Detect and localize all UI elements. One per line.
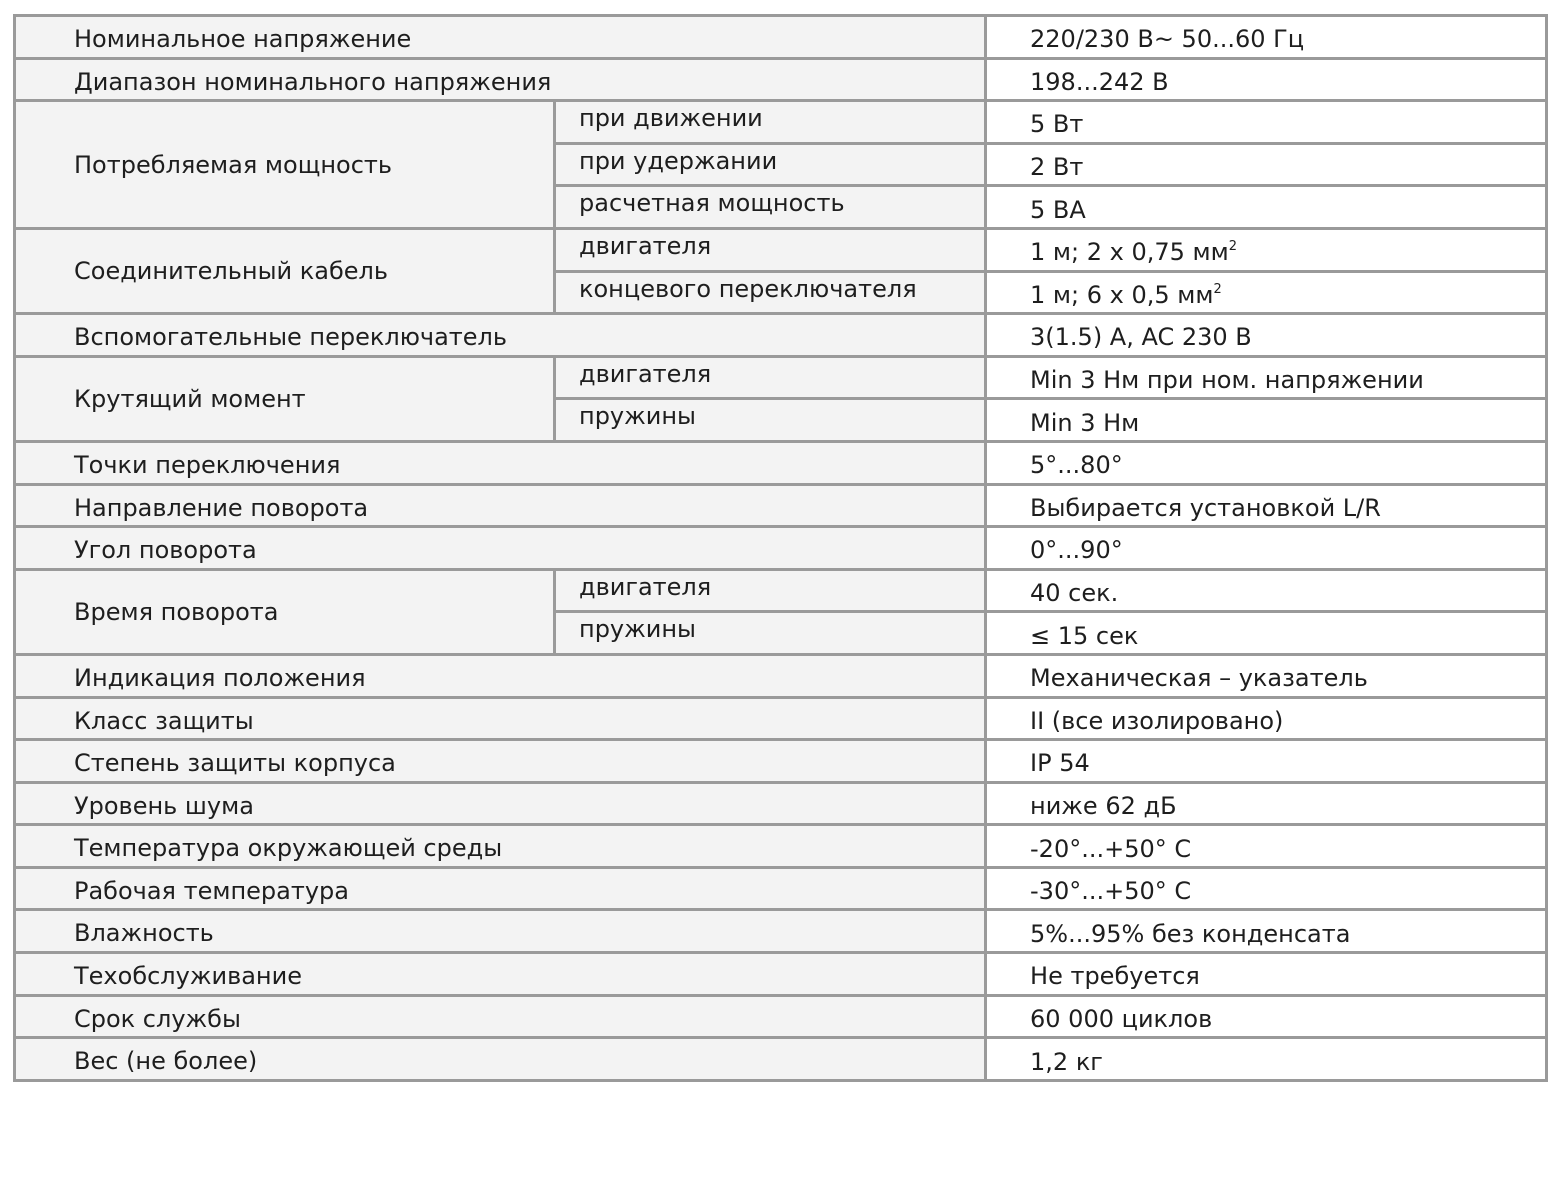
table-row [15,1038,1547,1081]
table-row [15,697,1547,740]
spec-value [986,569,1547,612]
spec-value-text: 1 м; 6 х 0,5 мм [1030,280,1214,309]
spec-value: IP 54 [986,740,1547,783]
table-row [15,953,1547,996]
spec-value: II (все изолировано) [986,697,1547,740]
spec-label: Потребляемая мощность [15,101,555,229]
spec-value: Выбирается установкой L/R [986,484,1547,527]
spec-value: -20°...+50° C [986,825,1547,868]
spec-label: Влажность [15,910,986,953]
table-row [15,58,1547,101]
table-row [15,228,1547,271]
table-row [15,314,1547,357]
unit-superscript: 2 [1228,239,1238,255]
spec-value [986,399,1547,442]
spec-value: 220/230 В~ 50...60 Гц [986,16,1547,59]
table-row [15,782,1547,825]
spec-sublabel: двигателя [555,228,986,271]
spec-label: Индикация положения [15,654,986,697]
spec-value [986,356,1547,399]
table-row [15,101,1547,144]
spec-label: Угол поворота [15,527,986,570]
spec-label: Время поворота [15,569,555,654]
table-row [15,740,1547,783]
spec-label: Вес (не более) [15,1038,986,1081]
spec-sublabel: расчетная мощность [555,186,986,229]
spec-sublabel: пружины [555,399,986,442]
spec-sublabel: пружины [555,612,986,655]
table-row [15,825,1547,868]
spec-sublabel: двигателя [555,356,986,399]
table-row [15,910,1547,953]
spec-value: 198...242 В [986,58,1547,101]
spec-label: Рабочая температура [15,867,986,910]
spec-label: Температура окружающей среды [15,825,986,868]
table-row [15,569,1547,612]
spec-label: Направление поворота [15,484,986,527]
spec-value-text: 2 Вт [1030,153,1084,182]
spec-sublabel: при движении [555,101,986,144]
spec-value: 3(1.5) A, AC 230 В [986,314,1547,357]
spec-value: 5%...95% без конденсата [986,910,1547,953]
spec-sublabel: концевого переключателя [555,271,986,314]
spec-value-text: 5 Вт [1030,110,1084,139]
spec-label: Техобслуживание [15,953,986,996]
spec-label: Соединительный кабель [15,228,555,313]
spec-table [13,14,1548,1082]
spec-sublabel: при удержании [555,143,986,186]
spec-sublabel: двигателя [555,569,986,612]
spec-table-body [15,16,1547,1081]
spec-value: 0°...90° [986,527,1547,570]
spec-label: Срок службы [15,995,986,1038]
spec-label: Номинальное напряжение [15,16,986,59]
table-row [15,16,1547,59]
spec-label: Вспомогательные переключатель [15,314,986,357]
spec-label: Уровень шума [15,782,986,825]
spec-value: Не требуется [986,953,1547,996]
spec-value-text: 40 сек. [1030,579,1119,608]
spec-value-text: Min 3 Нм [1030,408,1140,437]
table-row [15,484,1547,527]
spec-value [986,612,1547,655]
spec-value [986,271,1547,314]
table-row [15,654,1547,697]
spec-label: Степень защиты корпуса [15,740,986,783]
table-row [15,441,1547,484]
spec-value [986,143,1547,186]
spec-label: Класс защиты [15,697,986,740]
spec-value: -30°...+50° C [986,867,1547,910]
spec-value-text: ≤ 15 сек [1030,621,1139,650]
spec-label: Точки переключения [15,441,986,484]
table-row [15,995,1547,1038]
spec-value: 5°...80° [986,441,1547,484]
table-row [15,527,1547,570]
table-row [15,356,1547,399]
spec-label: Крутящий момент [15,356,555,441]
unit-superscript: 2 [1213,281,1222,297]
spec-value: 60 000 циклов [986,995,1547,1038]
table-row [15,867,1547,910]
spec-value [986,186,1547,229]
spec-value-text: Min 3 Нм при ном. напряжении [1030,366,1424,395]
spec-value [986,101,1547,144]
spec-value-text: 5 ВА [1030,195,1086,224]
spec-value: Механическая – указатель [986,654,1547,697]
spec-value: 1,2 кг [986,1038,1547,1081]
spec-value: ниже 62 дБ [986,782,1547,825]
spec-value-text: 1 м; 2 х 0,75 мм [1030,238,1229,267]
spec-value [986,228,1547,271]
spec-label: Диапазон номинального напряжения [15,58,986,101]
